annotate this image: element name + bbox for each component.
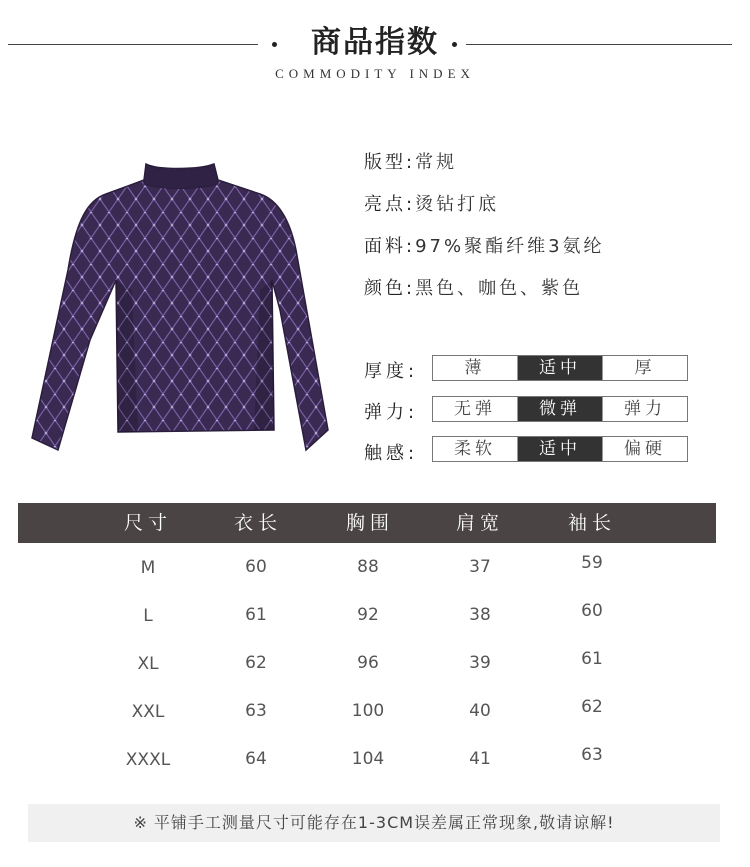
header-line-right [466, 44, 732, 45]
size-table-cell: 38 [469, 605, 491, 625]
size-table-cell: 61 [581, 649, 603, 669]
info-fit-label: 版型: [364, 152, 416, 173]
rating-thickness-label: 厚度: [364, 361, 419, 382]
info-fabric [364, 232, 605, 258]
size-table-cell: 61 [245, 605, 267, 625]
rating-elasticity-option: 无弹 [454, 399, 496, 419]
size-table-header-size: 尺寸 [123, 512, 172, 534]
size-table-cell: 100 [351, 701, 385, 721]
size-table-cell: 63 [245, 701, 267, 721]
info-fabric-value: 97%聚酯纤维3氨纶 [415, 236, 605, 257]
size-table-cell: 88 [357, 557, 379, 577]
rating-elasticity-option: 弹力 [602, 397, 687, 421]
size-table-cell: L [143, 606, 153, 626]
rating-touch-option: 偏硬 [602, 437, 687, 461]
info-fit [364, 148, 457, 174]
size-table-cell: 92 [357, 605, 379, 625]
product-image [28, 160, 333, 460]
measurement-note: ※ 平铺手工测量尺寸可能存在1-3CM误差属正常现象,敬请谅解! [28, 804, 720, 842]
size-table-cell: 96 [357, 653, 379, 673]
size-table-cell: XXXL [125, 750, 171, 770]
rating-touch-option-selected: 适中 [517, 437, 602, 461]
size-table-cell: 64 [245, 749, 267, 769]
size-table-cell: 104 [351, 749, 385, 769]
size-table-cell: XL [137, 654, 159, 674]
rating-touch-option: 柔软 [454, 439, 496, 459]
rating-elasticity-option-selected: 微弹 [517, 397, 602, 421]
size-table-header-sleeve: 袖长 [567, 512, 616, 534]
size-table-cell: 60 [245, 557, 267, 577]
size-table-cell: XXL [131, 702, 165, 722]
size-table-header-chest: 胸围 [345, 512, 394, 534]
rating-elasticity [432, 396, 688, 422]
size-table-cell: 39 [469, 653, 491, 673]
size-table-cell: 62 [245, 653, 267, 673]
page-subtitle: COMMODITY INDEX [275, 66, 475, 81]
size-table-cell: 62 [581, 697, 603, 717]
info-color-label: 颜色: [364, 278, 416, 299]
rating-thickness-option: 薄 [464, 358, 486, 378]
info-highlight [364, 190, 499, 216]
rating-elasticity-label: 弹力: [364, 402, 419, 423]
info-highlight-label: 亮点: [364, 194, 416, 215]
page-title: 商品指数 [311, 25, 439, 60]
size-table-cell: 40 [469, 701, 491, 721]
info-color-value: 黑色、咖色、紫色 [415, 278, 584, 299]
rating-thickness [432, 355, 688, 381]
rating-touch-label: 触感: [364, 443, 419, 464]
header-dot-right [452, 42, 457, 47]
rating-touch [432, 436, 688, 462]
size-table-header-shoulder: 肩宽 [455, 512, 504, 534]
size-table-cell: 41 [469, 749, 491, 769]
info-highlight-value: 烫钻打底 [415, 194, 500, 215]
info-color [364, 274, 583, 300]
size-table-cell: 60 [581, 601, 603, 621]
size-table-cell: 63 [581, 745, 603, 765]
info-fit-value: 常规 [415, 152, 458, 173]
rating-thickness-option-selected: 适中 [517, 356, 602, 380]
size-table-cell: 37 [469, 557, 491, 577]
rating-thickness-option: 厚 [602, 356, 687, 380]
size-table-header-length: 衣长 [233, 512, 282, 534]
info-fabric-label: 面料: [364, 236, 416, 257]
size-table-cell: 59 [581, 553, 603, 573]
size-table-cell: M [140, 558, 156, 578]
